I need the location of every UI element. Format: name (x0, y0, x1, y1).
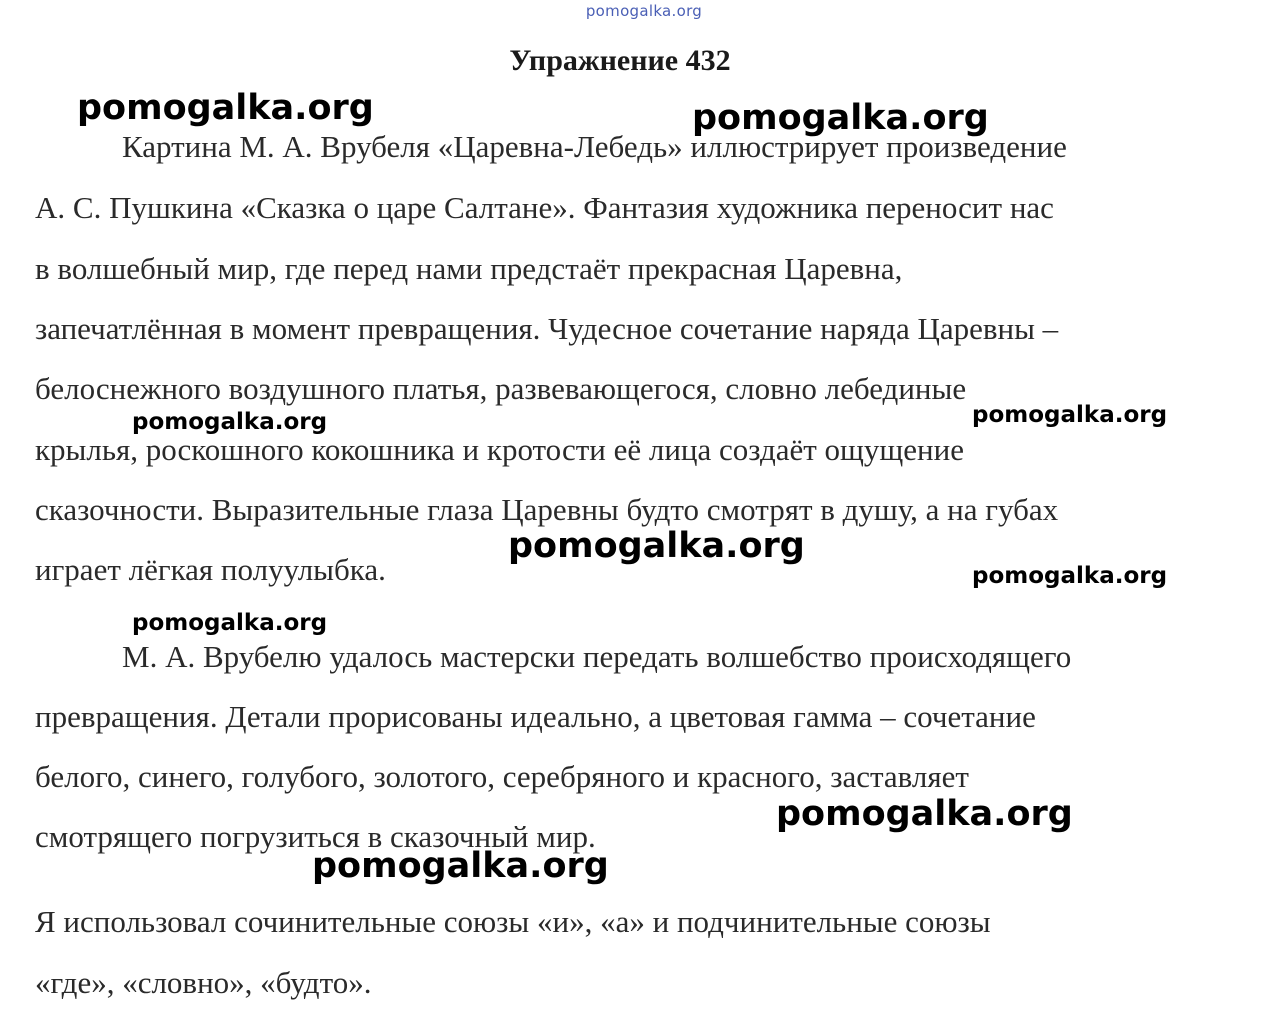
watermark: pomogalka.org (312, 846, 609, 886)
site-header-watermark: pomogalka.org (585, 2, 703, 20)
paragraph1-line: в волшебный мир, где перед нами предстаёт прекрасная Царевна, (35, 251, 903, 286)
watermark: pomogalka.org (132, 409, 328, 435)
conclusion-line: Я использовал сочинительные союзы «и», «а» и подчинительные союзы (35, 904, 991, 939)
paragraph1-line: сказочности. Выразительные глаза Царевны будто смотрят в душу, а на губах (35, 492, 1059, 527)
conclusion-line: «где», «словно», «будто». (35, 965, 372, 1000)
paragraph1-line: Картина М. А. Врубеля «Царевна-Лебедь» иллюстрирует произведение (122, 129, 1067, 164)
paragraph1-line: А. С. Пушкина «Сказка о царе Салтане». Фантазия художника переносит нас (35, 190, 1054, 225)
paragraph1-line: играет лёгкая полуулыбка. (35, 552, 386, 587)
watermark: pomogalka.org (972, 402, 1168, 428)
paragraph2-line: превращения. Детали прорисованы идеально, а цветовая гамма – сочетание (35, 699, 1036, 734)
paragraph2-line: белого, синего, голубого, золотого, серебряного и красного, заставляет (35, 759, 969, 794)
watermark: pomogalka.org (692, 98, 989, 138)
watermark: pomogalka.org (132, 610, 328, 636)
exercise-title: Упражнение 432 (509, 44, 731, 77)
paragraph1-line: запечатлённая в момент превращения. Чудесное сочетание наряда Царевны – (35, 311, 1059, 346)
paragraph2-line: М. А. Врубелю удалось мастерски передать волшебство происходящего (122, 639, 1072, 674)
watermark: pomogalka.org (972, 563, 1168, 589)
paragraph2-line: смотрящего погрузиться в сказочный мир. (35, 819, 596, 854)
paragraph1-line: крылья, роскошного кокошника и кротости её лица создаёт ощущение (35, 432, 965, 467)
paragraph1-line: белоснежного воздушного платья, развевающегося, словно лебединые (35, 371, 967, 406)
watermark: pomogalka.org (508, 526, 805, 566)
watermark: pomogalka.org (77, 88, 374, 128)
watermark: pomogalka.org (776, 794, 1073, 834)
